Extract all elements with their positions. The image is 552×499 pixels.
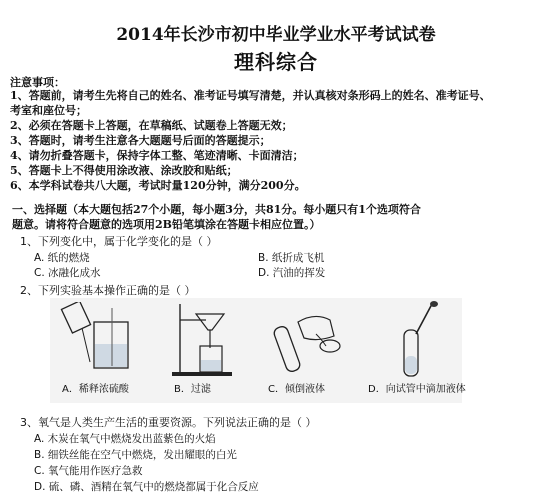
notice-heading: 注意事项： xyxy=(10,76,65,89)
notice-item: 考室和座位号； xyxy=(10,104,87,117)
notice-item: 3、答题时，请考生注意各大题题号后面的答题提示； xyxy=(10,134,271,147)
figure-a-caption: A．稀释浓硫酸 xyxy=(62,384,129,395)
notice-item: 1、答题前，请考生先将自己的姓名、准考证号填写清楚，并认真核对条形码上的姓名、准考证号、 xyxy=(10,89,491,102)
question-3-option-a[interactable]: A. 木炭在氧气中燃烧发出蓝紫色的火焰 xyxy=(34,433,216,445)
notice-item: 4、请勿折叠答题卡，保持字体工整、笔迹清晰、卡面清洁； xyxy=(10,149,304,162)
pouring-illustration xyxy=(260,302,360,378)
question-3-option-d[interactable]: D. 硫、磷、酒精在氧气中的燃烧都属于化合反应 xyxy=(34,481,259,493)
filtration-illustration xyxy=(170,302,240,378)
figure-b-caption: B．过滤 xyxy=(174,384,211,395)
question-3-stem: 3、氧气是人类生产生活的重要资源。下列说法正确的是（ ） xyxy=(20,416,317,429)
notice-item: 5、答题卡上不得使用涂改液、涂改胶和贴纸； xyxy=(10,164,238,177)
figure-c-caption: C．倾倒液体 xyxy=(268,384,325,395)
question-2-figure-strip xyxy=(50,298,466,403)
question-1-option-b[interactable]: B. 纸折成飞机 xyxy=(258,252,325,264)
dilution-illustration xyxy=(60,302,140,374)
question-1-option-a[interactable]: A. 纸的燃烧 xyxy=(34,252,90,264)
notice-item: 6、本学科试卷共八大题，考试时量120分钟，满分200分。 xyxy=(10,179,306,192)
question-1-option-c[interactable]: C. 冰融化成水 xyxy=(34,267,101,279)
figure-d-caption: D．向试管中滴加液体 xyxy=(368,384,466,395)
notice-item: 2、必须在答题卡上答题，在草稿纸、试题卷上答题无效； xyxy=(10,119,293,132)
dropper-illustration xyxy=(370,300,450,380)
exam-title: 2014年长沙市初中毕业学业水平考试试卷 xyxy=(116,25,436,45)
question-3-option-b[interactable]: B. 细铁丝能在空气中燃烧，发出耀眼的白光 xyxy=(34,449,237,461)
question-1-stem: 1、下列变化中，属于化学变化的是（ ） xyxy=(20,235,218,248)
exam-subtitle: 理科综合 xyxy=(234,50,318,74)
question-2-stem: 2、下列实验基本操作正确的是（ ） xyxy=(20,284,196,297)
question-3-option-c[interactable]: C. 氧气能用作医疗急救 xyxy=(34,465,143,477)
question-1-option-d[interactable]: D. 汽油的挥发 xyxy=(258,267,326,279)
section-instruction-line1: 一、选择题（本大题包括27个小题，每小题3分，共81分。每小题只有1个选项符合 xyxy=(12,203,421,216)
section-instruction-line2: 题意。请将符合题意的选项用2B铅笔填涂在答题卡相应位置。） xyxy=(12,218,321,231)
